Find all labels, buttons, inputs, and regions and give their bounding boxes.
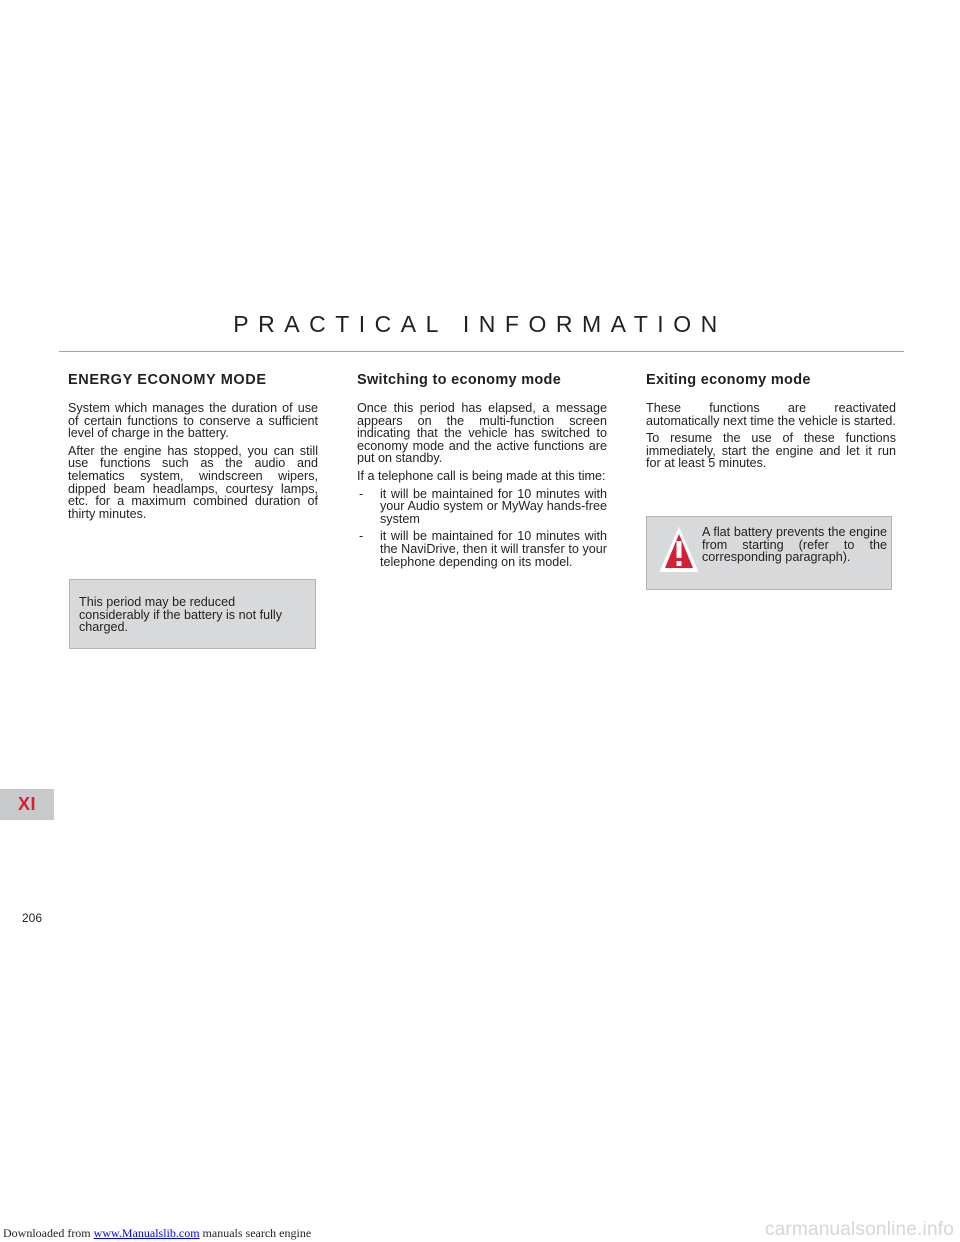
- footer-watermark: carmanualsonline.info: [764, 1219, 954, 1240]
- list-item-text: it will be maintained for 10 minutes with your Audio system or MyWay hands-free system: [380, 486, 607, 526]
- paragraph: Once this period has elapsed, a message appears on the multi-function screen indicating that the vehicle has switched to economy mode and the active functions are put on standby.: [357, 401, 607, 466]
- bullet-list: [357, 488, 607, 569]
- column-switching: [357, 372, 607, 573]
- list-dash: -: [359, 529, 364, 544]
- warning-text: A flat battery prevents the engine from starting (refer to the corresponding paragraph).: [702, 525, 887, 565]
- warning-triangle-icon: [659, 527, 699, 573]
- manualslib-link[interactable]: www.Manualslib.com: [93, 1226, 200, 1240]
- column-exiting: [646, 372, 896, 475]
- paragraph: To resume the use of these functions immediately, start the engine and let it run for at least 5 minutes.: [646, 431, 896, 471]
- column-energy-economy: [68, 372, 318, 525]
- list-item: [357, 530, 607, 568]
- footer-tagline: manuals search engine: [202, 1226, 312, 1240]
- paragraph: These functions are reactivated automatically next time the vehicle is started.: [646, 401, 896, 428]
- footer-source: [3, 1226, 311, 1241]
- paragraph: System which manages the duration of use of certain functions to conserve a sufficient level of charge in the battery.: [68, 401, 318, 441]
- page-number: 206: [22, 911, 43, 925]
- section-title: PRACTICAL INFORMATION: [233, 311, 727, 337]
- header-rule: [59, 351, 904, 352]
- warning-box: [646, 516, 892, 590]
- paragraph: If a telephone call is being made at this time:: [357, 468, 606, 483]
- energy-economy-heading: ENERGY ECONOMY MODE: [68, 372, 267, 388]
- footer-prefix: Downloaded from: [3, 1226, 91, 1240]
- exiting-heading: Exiting economy mode: [646, 372, 811, 388]
- list-item-text: it will be maintained for 10 minutes with the NaviDrive, then it will transfer to your telephone depending on its model.: [380, 529, 607, 569]
- list-item: [357, 488, 607, 526]
- switching-heading: Switching to economy mode: [357, 372, 562, 388]
- info-note-box: [69, 579, 316, 649]
- list-dash: -: [359, 486, 364, 501]
- paragraph: After the engine has stopped, you can still use functions such as the audio and telematics system, windscreen wipers, dipped beam headlamps, courtesy lamps, etc. for a maximum combined duration of thirty minutes.: [68, 443, 318, 521]
- chapter-tab: XI: [0, 789, 54, 820]
- info-note-text: This period may be reduced considerably if the battery is not fully charged.: [79, 595, 283, 635]
